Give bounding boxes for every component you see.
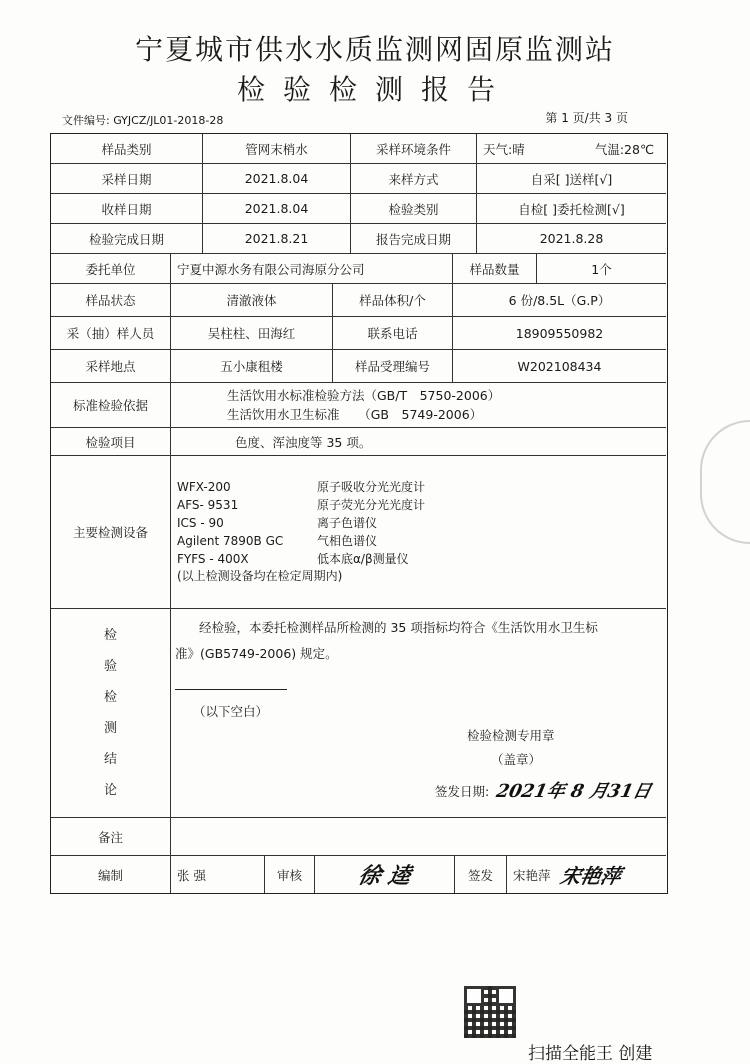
sample-date-value: 2021.8.04: [203, 164, 351, 194]
complete-date-value: 2021.8.21: [203, 224, 351, 254]
complete-date-label: 检验完成日期: [51, 224, 203, 254]
equipment-name: 气相色谱仪: [317, 534, 378, 548]
document-number: 文件编号: GYJCZ/JL01-2018-28: [62, 114, 224, 127]
report-table: [50, 133, 668, 894]
equipment-name: 离子色谱仪: [317, 516, 378, 530]
scanner-watermark: 扫描全能王 创建: [528, 1044, 653, 1064]
review-label: 审核: [265, 856, 315, 893]
quantity-value: 1个: [537, 254, 666, 284]
equipment-name: 原子吸收分光光度计: [317, 480, 426, 494]
seal-stamp-edge: [700, 420, 750, 544]
issuer-value: [507, 856, 666, 893]
state-label: 样品状态: [51, 284, 171, 317]
location-label: 采样地点: [51, 350, 171, 383]
items-label: 检验项目: [51, 428, 171, 456]
client-label: 委托单位: [51, 254, 171, 284]
reviewer-signature: [315, 856, 455, 893]
equipment-value: [171, 456, 666, 609]
sample-type-label: 样品类别: [51, 134, 203, 164]
sample-type-value: 管网末梢水: [203, 134, 351, 164]
conclusion-label-char: 检: [103, 690, 117, 705]
equipment-list: [177, 479, 425, 567]
page-number: 第 1 页/共 3 页: [545, 111, 628, 125]
basis-line-1: 生活饮用水标准检验方法（GB/T 5750-2006）: [227, 388, 501, 403]
weather-value: 天气:晴: [483, 141, 525, 157]
qr-code-icon: [464, 986, 516, 1038]
report-title: 检验检测报告: [236, 73, 513, 106]
conclusion-line-1: 经检验，本委托检测样品所检测的 35 项指标均符合《生活饮用水卫生标: [199, 620, 598, 635]
conclusion-body: [171, 609, 666, 818]
equipment-note: (以上检测设备均在检定周期内): [177, 569, 343, 583]
phone-label: 联系电话: [333, 317, 453, 350]
conclusion-label-char: 测: [103, 721, 117, 736]
report-date-label: 报告完成日期: [351, 224, 477, 254]
location-value: 五小康租楼: [171, 350, 333, 383]
conclusion-label-char: 论: [103, 783, 117, 798]
sample-date-label: 采样日期: [51, 164, 203, 194]
env-label: 采样环境条件: [351, 134, 477, 164]
report-date-value: 2021.8.28: [477, 224, 666, 254]
basis-line-2: 生活饮用水卫生标准 （GB 5749-2006）: [227, 407, 483, 422]
env-value: [477, 134, 666, 164]
volume-label: 样品体积/个: [333, 284, 453, 317]
sign-date-label: 签发日期:: [435, 784, 490, 799]
basis-label: 标准检验依据: [51, 383, 171, 428]
receive-date-value: 2021.8.04: [203, 194, 351, 224]
sampler-label: 采（抽）样人员: [51, 317, 171, 350]
remark-label: 备注: [51, 818, 171, 856]
category-label: 检验类别: [351, 194, 477, 224]
conclusion-label-char: 验: [103, 659, 117, 674]
category-value: 自检[ ]委托检测[√]: [477, 194, 666, 224]
equipment-label: 主要检测设备: [51, 456, 171, 609]
issue-label: 签发: [455, 856, 507, 893]
items-value: 色度、浑浊度等 35 项。: [171, 428, 666, 456]
equipment-model: Agilent 7890B GC: [177, 534, 284, 548]
equipment-model: ICS - 90: [177, 516, 224, 530]
seal-label: 检验检测专用章: [467, 728, 555, 743]
equipment-model: WFX-200: [177, 480, 231, 494]
sign-date-value: 2021年 8 月31日: [494, 781, 654, 802]
receive-date-label: 收样日期: [51, 194, 203, 224]
conclusion-label-char: 检: [103, 628, 117, 643]
method-label: 来样方式: [351, 164, 477, 194]
equipment-model: AFS- 9531: [177, 498, 239, 512]
compile-label: 编制: [51, 856, 171, 893]
state-value: 清澈液体: [171, 284, 333, 317]
accept-no-label: 样品受理编号: [333, 350, 453, 383]
remark-value: [171, 818, 666, 856]
equipment-model: FYFS - 400X: [177, 552, 249, 566]
compiler-value: 张 强: [171, 856, 265, 893]
basis-value: [171, 383, 666, 428]
accept-no-value: W202108434: [453, 350, 666, 383]
report-org-title: 宁夏城市供水水质监测网固原监测站: [134, 33, 615, 66]
conclusion-line-2: 准》(GB5749-2006) 规定。: [175, 646, 338, 661]
phone-value: 18909550982: [453, 317, 666, 350]
blank-divider: [175, 689, 287, 690]
conclusion-label: [51, 609, 171, 818]
sampler-value: 吴柱柱、田海红: [171, 317, 333, 350]
temperature-value: 气温:28℃: [594, 141, 654, 157]
equipment-name: 低本底α/β测量仪: [317, 552, 409, 566]
equipment-name: 原子荧光分光光度计: [317, 498, 426, 512]
conclusion-label-char: 结: [103, 752, 117, 767]
volume-value: 6 份/8.5L（G.P）: [453, 284, 666, 317]
method-value: 自采[ ]送样[√]: [477, 164, 666, 194]
blank-note: （以下空白）: [193, 704, 269, 719]
reviewer-signature-text: 徐 逵: [355, 863, 413, 889]
quantity-label: 样品数量: [453, 254, 537, 284]
seal-note: （盖章）: [491, 752, 542, 767]
issuer-signature: 宋艳萍: [557, 864, 623, 888]
client-value: 宁夏中源水务有限公司海原分公司: [171, 254, 453, 284]
issuer-name: 宋艳萍: [513, 867, 551, 883]
